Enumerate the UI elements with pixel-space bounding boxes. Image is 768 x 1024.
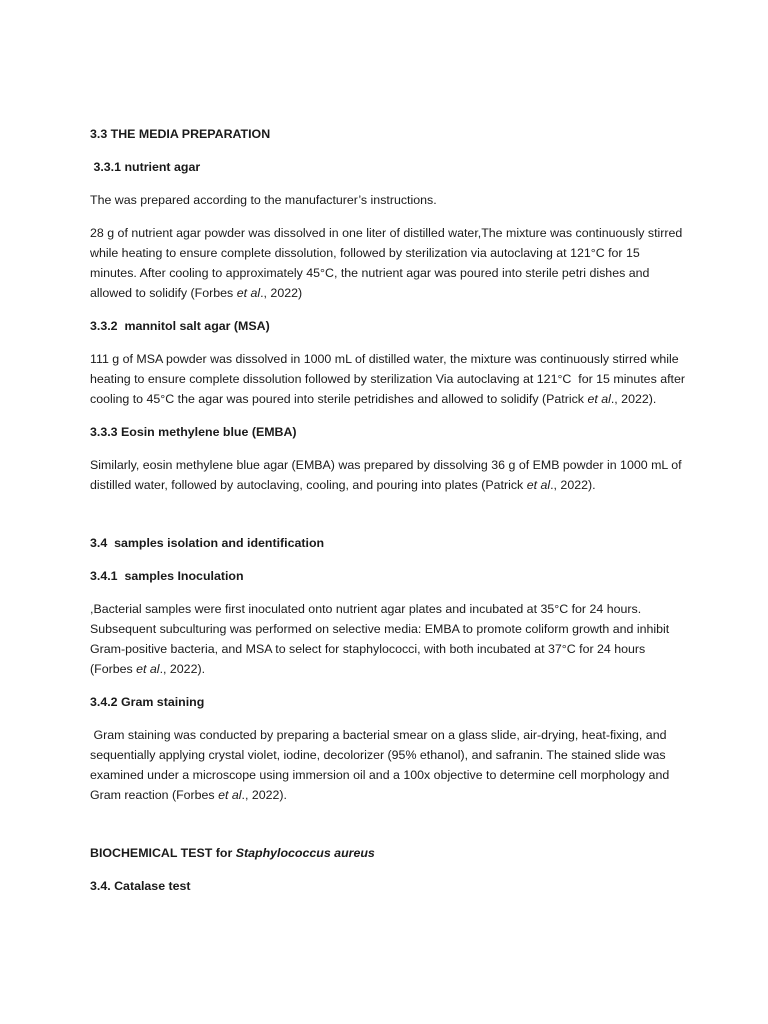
citation-et-al: et al: [587, 392, 611, 406]
section-heading-mannitol-salt-agar: [90, 316, 690, 336]
section-heading-eosin-methylene-blue: 3.3.3 Eosin methylene blue (EMBA): [90, 425, 297, 439]
section-heading-catalase-test: 3.4. Catalase test: [90, 879, 191, 893]
section-heading-gram-staining: 3.4.2 Gram staining: [90, 695, 205, 709]
text-run: Gram staining was conducted by preparing a bacterial smear on a glass slide, air-drying, heat-fixing, and sequentially applying crystal violet, iodine, decolorizer (95% ethanol), and safranin. The stained slide was examined under a microscope using immersion oil and a 100x objective to determine cell morphology and Gram reaction (Forbes: [90, 728, 673, 802]
paragraph-inoculation-method: [90, 599, 690, 679]
heading-text: BIOCHEMICAL TEST for: [90, 846, 236, 860]
text-run: ,Bacterial samples were first inoculated onto nutrient agar plates and incubated at 35°C for 24 hours. Subsequent subculturing was performed on selective media: EMBA to promote coliform growth and inhibit Gram-positive bacteria, and MSA to select for staphylococci, with both incubated at 37: [90, 602, 670, 656]
text-run: for 15 minutes. After cooling to approximately 45°C, the nutrient agar was poured into sterile petri dishes and allowed to solidify (Forbes: [90, 246, 650, 300]
section-heading-media-preparation: 3.3 THE MEDIA PREPARATION: [90, 127, 271, 141]
paragraph-msa-method: [90, 349, 690, 409]
section-heading-nutrient-agar: [90, 157, 690, 177]
text-run: ., 2022).: [241, 788, 287, 802]
citation-et-al: et al: [136, 662, 160, 676]
paragraph-gram-staining-method: [90, 725, 690, 805]
text-run: for 24 hours (Forbes: [90, 642, 646, 676]
heading-text: 3.3.1 nutrient agar: [90, 160, 201, 174]
heading-text: 3.3.2 mannitol salt agar (MSA): [90, 319, 270, 333]
text-run: Similarly, eosin methylene blue agar (EMBA) was prepared by dissolving 36 g of EMB powder in 1000 mL of distilled water, followed by autoclaving, cooling, and pouring into plates (Patrick: [90, 458, 682, 492]
degree-unit: °C: [160, 392, 175, 406]
text-run: for 15 minutes after cooling to 45: [90, 372, 689, 406]
paragraph-emba-method: [90, 455, 690, 495]
degree-unit: °C: [557, 372, 572, 386]
organism-name: Staphylococcus aureus: [235, 846, 375, 860]
text-run: 28 g of nutrient agar powder was dissolved in one liter of distilled water,The mixture was continuously stirred while heating to ensure complete dissolution, followed by sterilization via autoclaving at 121: [90, 226, 683, 260]
text-run: ., 2022).: [610, 392, 657, 406]
citation-et-al: et al: [526, 478, 551, 492]
text-run: ., 2022).: [550, 478, 596, 492]
section-heading-biochemical-test: [90, 843, 690, 863]
text-run: 111 g of MSA powder was dissolved in 1000 mL of distilled water, the mixture was continuously stirred while heating to ensure complete dissolution followed by sterilization Via autoclaving at 121: [90, 352, 679, 386]
degree-unit: °C: [561, 642, 576, 656]
paragraph-nutrient-agar-intro: The was prepared according to the manufacturer’s instructions.: [90, 193, 437, 207]
text-run: the agar was poured into sterile petridishes and allowed to solidify (Patrick: [174, 392, 588, 406]
document-page: [90, 124, 690, 909]
citation-et-al: et al: [218, 788, 242, 802]
heading-text: 3.4 samples isolation and identification: [90, 536, 325, 550]
degree-unit: °C: [590, 246, 605, 260]
heading-text: 3.4.1 samples Inoculation: [90, 569, 244, 583]
section-heading-isolation-identification: [90, 533, 690, 553]
text-run: ., 2022): [260, 286, 303, 300]
text-run: ., 2022).: [159, 662, 206, 676]
citation-et-al: et al: [236, 286, 261, 300]
section-heading-samples-inoculation: [90, 566, 690, 586]
paragraph-nutrient-agar-method: [90, 223, 690, 303]
